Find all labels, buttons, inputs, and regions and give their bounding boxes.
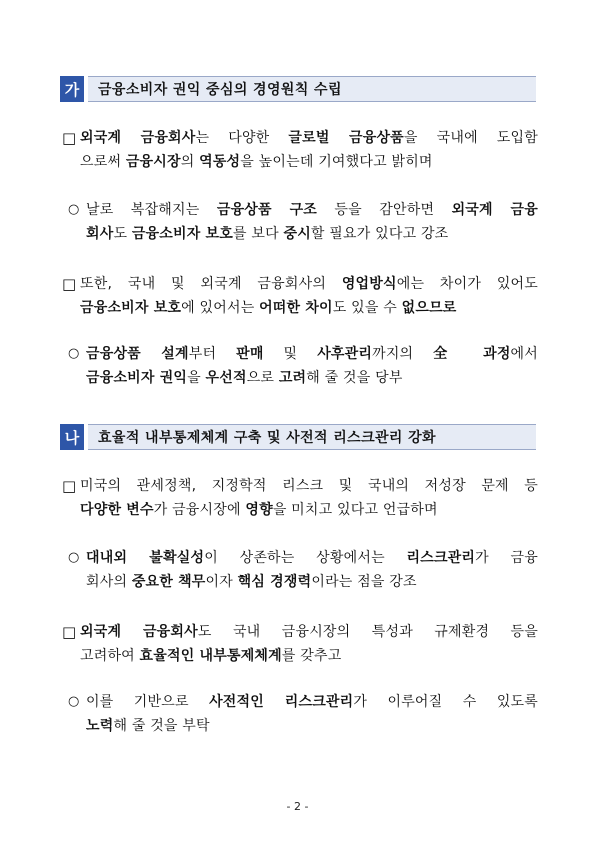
paragraph-line bbox=[80, 272, 538, 296]
bold-text: 역동성 bbox=[199, 154, 241, 170]
bold-text: 외국계 금융 bbox=[451, 202, 538, 218]
paragraph bbox=[86, 198, 538, 246]
circle-bullet-icon: ○ bbox=[68, 202, 80, 217]
paragraph-line bbox=[80, 474, 538, 498]
bold-text: 사후관리 bbox=[317, 346, 373, 362]
bold-text: 영업방식 bbox=[341, 276, 397, 292]
bold-text: 금융상품 설계 bbox=[86, 346, 189, 362]
bold-text: 회사 bbox=[86, 226, 114, 242]
paragraph bbox=[80, 474, 538, 522]
paragraph-line bbox=[86, 546, 538, 570]
bold-text: 금융시장 bbox=[125, 154, 181, 170]
section-letter: 나 bbox=[60, 424, 84, 450]
text-run: 으로써 bbox=[80, 154, 126, 170]
bold-text: 외국계 금융회사 bbox=[80, 624, 198, 640]
bold-text: 사전적인 리스크관리 bbox=[209, 694, 354, 710]
text-run: 이라는 점을 강조 bbox=[311, 574, 417, 590]
paragraph-line bbox=[86, 198, 538, 222]
paragraph bbox=[80, 126, 538, 174]
text-run: 을 미치고 있다고 언급하며 bbox=[272, 502, 438, 518]
text-run: 을 국내에 도입함 bbox=[403, 130, 538, 146]
bold-text: 금융상품 구조 bbox=[216, 202, 318, 218]
bold-text: 금융소비자 보호 bbox=[80, 300, 182, 316]
text-run: 날로 복잡해지는 bbox=[86, 202, 217, 218]
paragraph-line bbox=[86, 222, 538, 246]
text-run: 는 다양한 bbox=[195, 130, 289, 146]
paragraph bbox=[80, 272, 538, 320]
bold-text: 판매 bbox=[236, 346, 264, 362]
paragraph bbox=[86, 342, 538, 390]
paragraph-line bbox=[80, 296, 538, 320]
paragraph-line bbox=[80, 498, 538, 522]
square-bullet-icon: □ bbox=[62, 275, 77, 293]
paragraph-line bbox=[80, 126, 538, 150]
bold-text: 어떠한 차이 bbox=[259, 300, 333, 316]
bold-text: 다양한 변수 bbox=[80, 502, 154, 518]
paragraph bbox=[86, 546, 538, 594]
text-run: 을 bbox=[187, 370, 206, 386]
bold-text: 노력 bbox=[86, 718, 114, 734]
text-run: 도 있을 수 bbox=[332, 300, 402, 316]
circle-bullet-icon: ○ bbox=[68, 694, 80, 709]
text-run: 및 bbox=[263, 346, 318, 362]
bold-text: 금융소비자 권익 bbox=[86, 370, 188, 386]
bold-text: 중요한 책무 bbox=[131, 574, 206, 590]
bold-text: 금융소비자 보호 bbox=[131, 226, 233, 242]
paragraph-line bbox=[80, 150, 538, 174]
paragraph-line bbox=[80, 644, 538, 668]
text-run: 이를 기반으로 bbox=[86, 694, 210, 710]
text-run: 으로 bbox=[246, 370, 279, 386]
section-header-na bbox=[60, 424, 536, 450]
bold-text: 우선적 bbox=[205, 370, 247, 386]
text-run: 미국의 관세정책, 지정학적 리스크 및 국내의 저성장 문제 등 bbox=[80, 478, 538, 494]
text-run: 할 필요가 있다고 강조 bbox=[310, 226, 449, 242]
text-run: 이 상존하는 상황에서는 bbox=[204, 550, 407, 566]
text-run: 해 줄 것을 부탁 bbox=[113, 718, 210, 734]
square-bullet-icon: □ bbox=[62, 623, 77, 641]
bold-text: 외국계 금융회사 bbox=[80, 130, 196, 146]
bold-text: 고려 bbox=[278, 370, 307, 386]
section-header-ga bbox=[60, 76, 536, 102]
text-run: 을 높이는데 기여했다고 밝히며 bbox=[240, 154, 433, 170]
section-title: 금융소비자 권익 중심의 경영원칙 수립 bbox=[88, 76, 536, 102]
bold-text: 글로벌 금융상품 bbox=[288, 130, 404, 146]
text-run: 의 bbox=[180, 154, 200, 170]
bold-text: 효율적인 내부통제체계 bbox=[139, 648, 282, 664]
square-bullet-icon: □ bbox=[62, 477, 77, 495]
text-run: 가 이루어질 수 있도록 bbox=[353, 694, 538, 710]
paragraph-line bbox=[86, 714, 538, 738]
bold-text: 없으므로 bbox=[401, 300, 457, 316]
circle-bullet-icon: ○ bbox=[68, 346, 80, 361]
section-letter: 가 bbox=[60, 76, 84, 102]
paragraph-line bbox=[80, 620, 538, 644]
bold-text: 영향 bbox=[245, 502, 273, 518]
text-run: 고려하여 bbox=[80, 648, 140, 664]
paragraph-line bbox=[86, 570, 538, 594]
text-run: 부터 bbox=[188, 346, 237, 362]
text-run: 해 줄 것을 당부 bbox=[306, 370, 403, 386]
paragraph bbox=[86, 690, 538, 738]
bold-text: 全 과정 bbox=[433, 346, 511, 362]
text-run: 에는 차이가 있어도 bbox=[396, 276, 539, 292]
text-run: 가 금융시장에 bbox=[153, 502, 246, 518]
bold-text: 대내외 불확실성 bbox=[86, 550, 205, 566]
text-run: 도 bbox=[113, 226, 132, 242]
text-run: 회사의 bbox=[86, 574, 132, 590]
text-run: 가 금융 bbox=[475, 550, 538, 566]
circle-bullet-icon: ○ bbox=[68, 550, 80, 565]
paragraph-line bbox=[86, 366, 538, 390]
text-run: 에서 bbox=[510, 346, 538, 362]
text-run: 에 있어서는 bbox=[181, 300, 260, 316]
text-run: 또한, 국내 및 외국계 금융회사의 bbox=[80, 276, 342, 292]
text-run: 이자 bbox=[205, 574, 238, 590]
page-number: - 2 - bbox=[286, 800, 309, 813]
paragraph-line bbox=[86, 690, 538, 714]
bold-text: 중시 bbox=[283, 226, 311, 242]
bold-text: 리스크관리 bbox=[406, 550, 476, 566]
text-run: 를 갖추고 bbox=[281, 648, 342, 664]
text-run: 등을 감안하면 bbox=[317, 202, 452, 218]
section-title: 효율적 내부통제체계 구축 및 사전적 리스크관리 강화 bbox=[88, 424, 536, 450]
text-run: 도 국내 금융시장의 특성과 규제환경 등을 bbox=[197, 624, 538, 640]
text-run: 까지의 bbox=[372, 346, 434, 362]
bold-text: 핵심 경쟁력 bbox=[237, 574, 312, 590]
text-run: 를 보다 bbox=[232, 226, 284, 242]
square-bullet-icon: □ bbox=[62, 129, 77, 147]
paragraph-line bbox=[86, 342, 538, 366]
paragraph bbox=[80, 620, 538, 668]
